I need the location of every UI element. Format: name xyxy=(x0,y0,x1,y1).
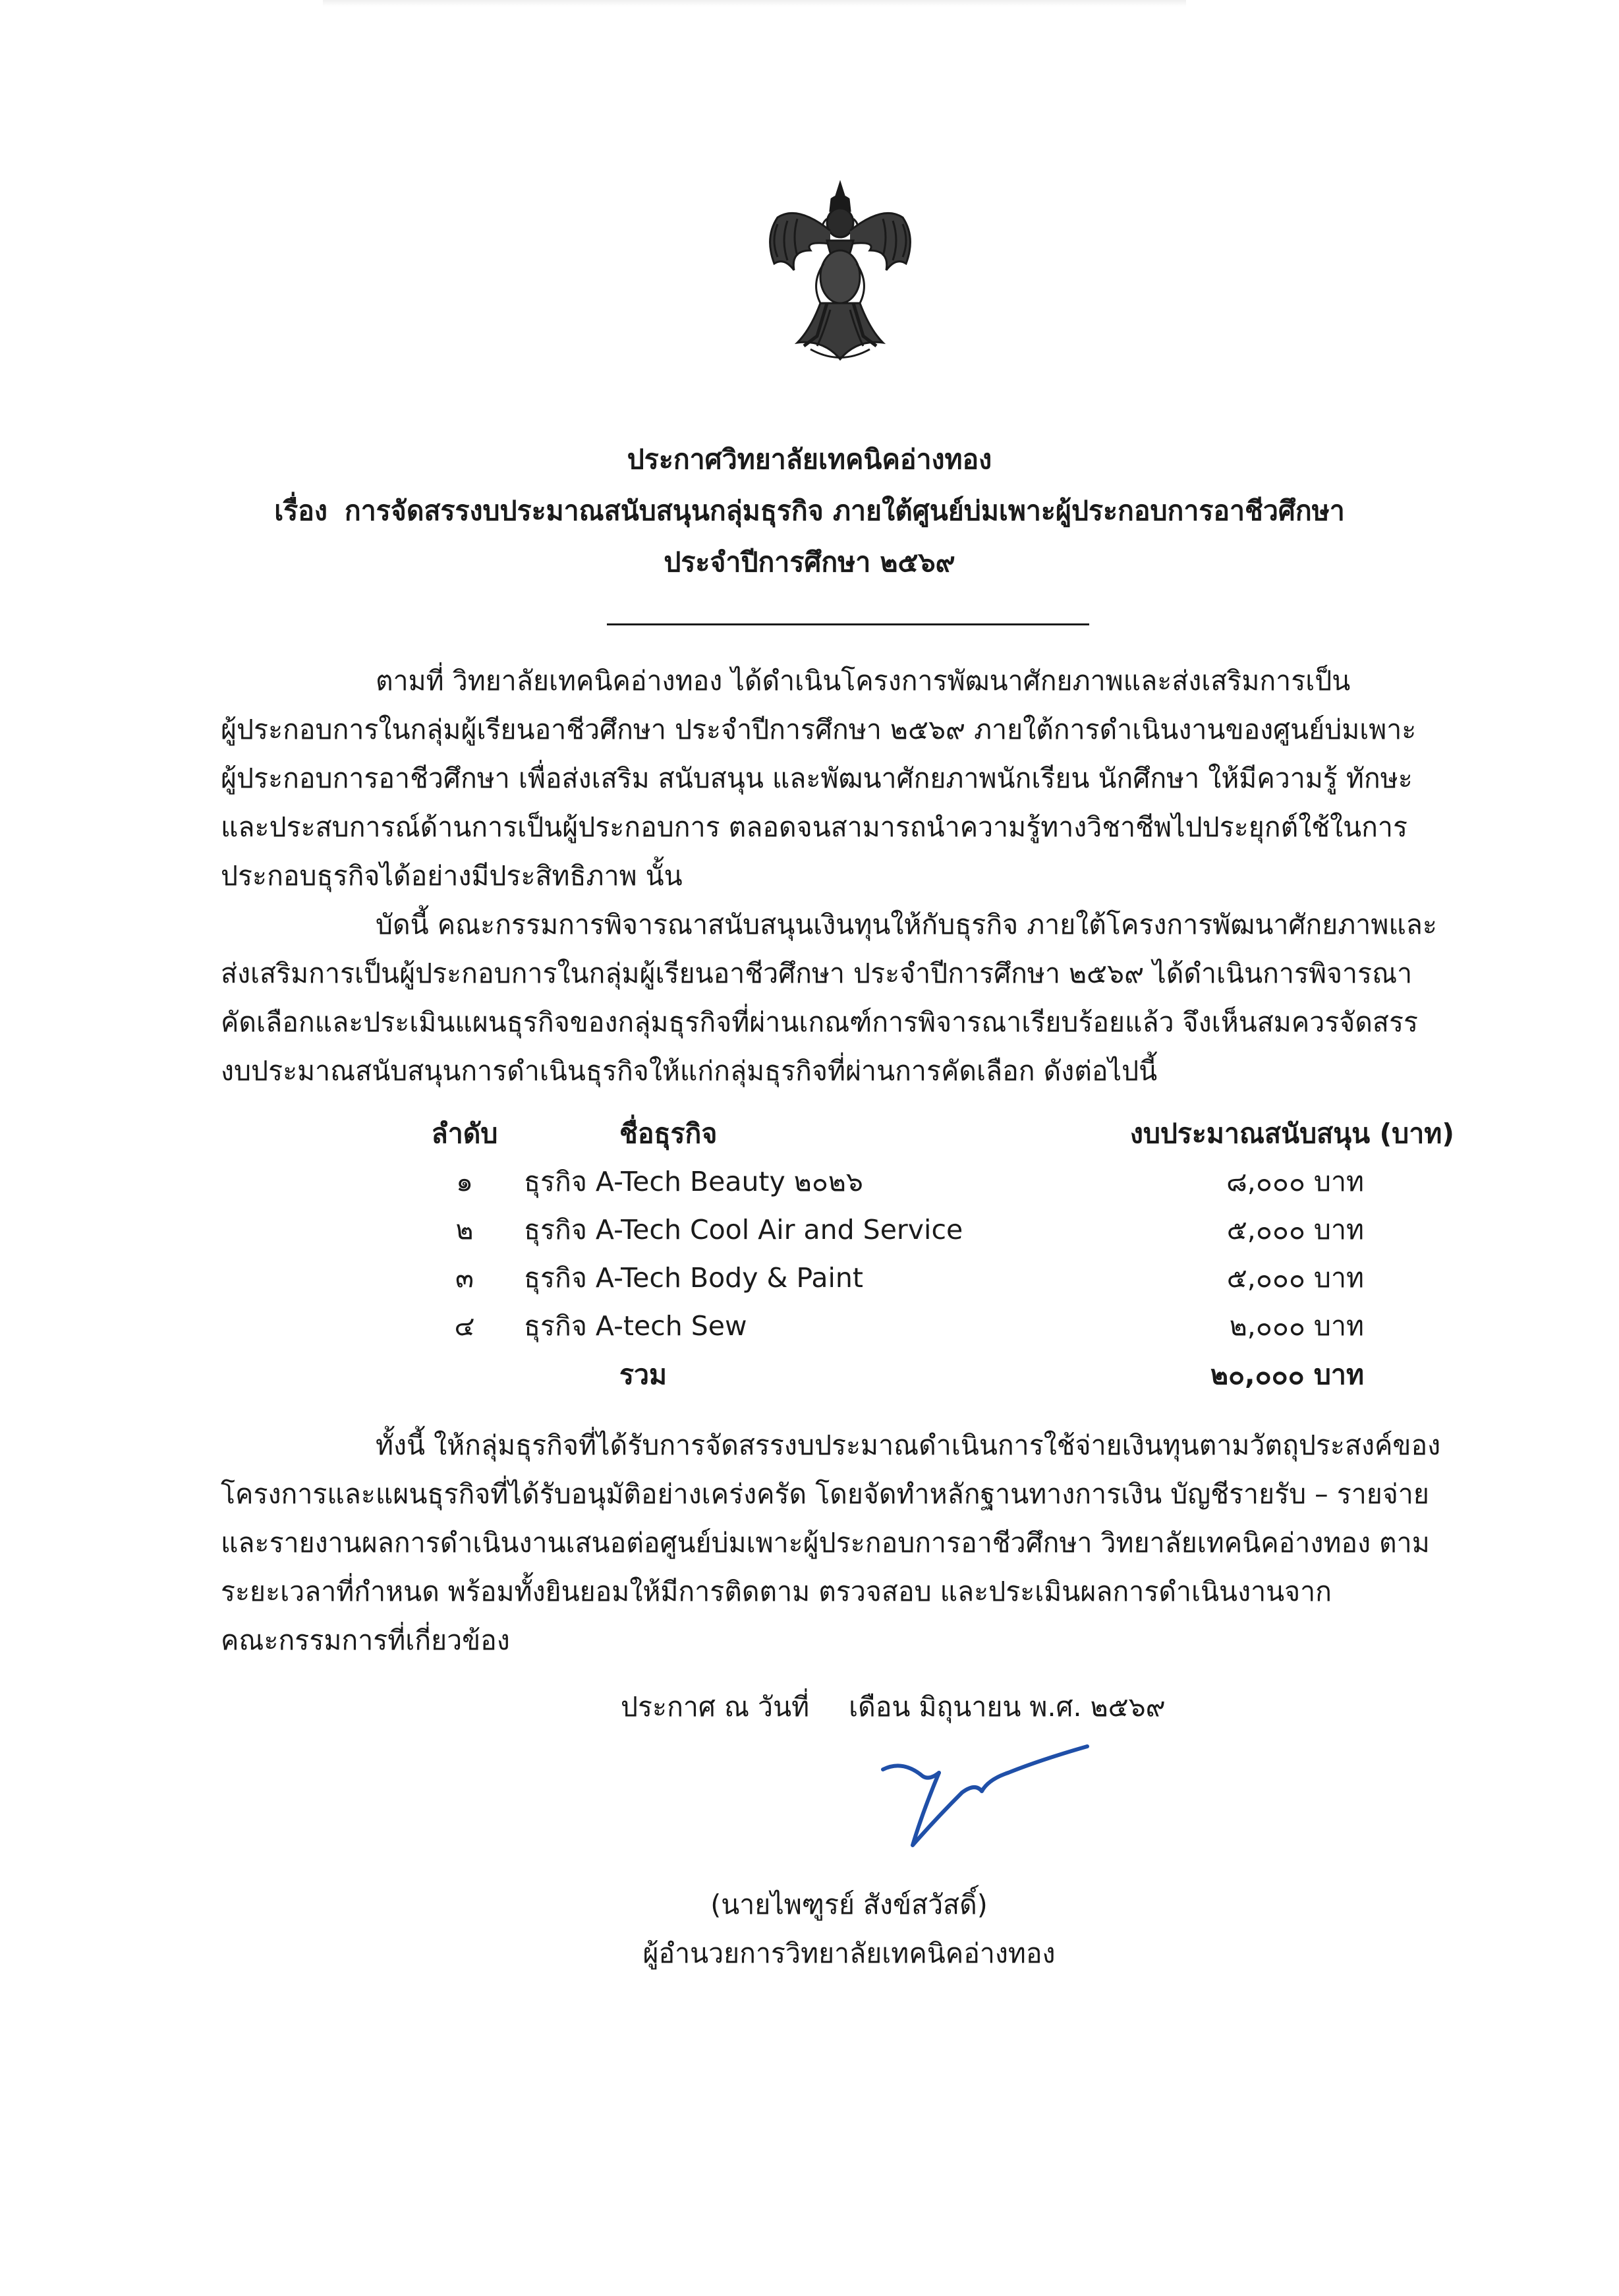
subject-text: การจัดสรรงบประมาณสนับสนุนกลุ่มธุรกิจ ภายใต้ศูนย์บ่มเพาะผู้ประกอบการอาชีวศึกษา xyxy=(344,495,1345,527)
signatory-position xyxy=(0,1930,1619,1977)
signatory-name-text: (นายไพฑูรย์ สังข์สวัสดิ์) xyxy=(710,1889,988,1920)
paragraph-line: ตามที่ วิทยาลัยเทคนิคอ่างทอง ได้ดำเนินโครงการพัฒนาศักยภาพและส่งเสริมการเป็น xyxy=(376,665,1351,697)
paragraph-1 xyxy=(221,656,1473,900)
row-name: ธุรกิจ A-Tech Cool Air and Service xyxy=(524,1214,963,1246)
paragraph-line: และประสบการณ์ด้านการเป็นผู้ประกอบการ ตลอดจนสามารถนำความรู้ทางวิชาชีพไปประยุกต์ใช้ในการ xyxy=(221,811,1407,843)
paragraph-line: และรายงานผลการดำเนินงานเสนอต่อศูนย์บ่มเพาะผู้ประกอบการอาชีวศึกษา วิทยาลัยเทคนิคอ่างทอง ตาม xyxy=(221,1527,1430,1559)
total-amount: ๒๐,๐๐๐ บาท xyxy=(1210,1359,1364,1391)
paragraph-line: คณะกรรมการที่เกี่ยวข้อง xyxy=(221,1624,510,1656)
announcement-dateline xyxy=(621,1682,1166,1731)
paragraph-line: โครงการและแผนธุรกิจที่ได้รับอนุมัติอย่างเคร่งครัด โดยจัดทำหลักฐานทางการเงิน บัญชีรายรับ – รายจ่าย xyxy=(221,1478,1429,1510)
table-row xyxy=(0,1302,1619,1350)
row-no: ๒ xyxy=(455,1214,474,1246)
handwritten-signature xyxy=(876,1740,1094,1858)
paragraph-line: ผู้ประกอบการอาชีวศึกษา เพื่อส่งเสริม สนับสนุน และพัฒนาศักยภาพนักเรียน นักศึกษา ให้มีความรู้ ทักษะ xyxy=(221,762,1413,794)
dateline-month: เดือน มิถุนายน พ.ศ. ๒๕๖๙ xyxy=(849,1691,1166,1723)
garuda-emblem-icon xyxy=(758,178,923,376)
table-row xyxy=(0,1254,1619,1302)
title-divider xyxy=(607,623,1089,625)
academic-year-text: ประจำปีการศึกษา ๒๕๖๙ xyxy=(664,546,955,578)
row-name: ธุรกิจ A-Tech Beauty ๒๐๒๖ xyxy=(524,1166,863,1197)
announcement-title-text: ประกาศวิทยาลัยเทคนิคอ่างทอง xyxy=(627,444,992,475)
announcement-academic-year xyxy=(0,536,1619,588)
paragraph-line: งบประมาณสนับสนุนการดำเนินธุรกิจให้แก่กลุ่มธุรกิจที่ผ่านการคัดเลือก ดังต่อไปนี้ xyxy=(221,1055,1158,1087)
table-row xyxy=(0,1206,1619,1253)
subject-label: เรื่อง xyxy=(274,495,327,527)
row-amount: ๒,๐๐๐ บาท xyxy=(1229,1310,1364,1342)
paragraph-line: ผู้ประกอบการในกลุ่มผู้เรียนอาชีวศึกษา ประจำปีการศึกษา ๒๕๖๙ ภายใต้การดำเนินงานของศูนย์บ่มเพาะ xyxy=(221,714,1417,745)
paragraph-3 xyxy=(221,1421,1473,1665)
header-name: ชื่อธุรกิจ xyxy=(619,1118,718,1149)
table-row xyxy=(0,1158,1619,1205)
row-no: ๓ xyxy=(455,1262,474,1294)
total-label: รวม xyxy=(619,1359,667,1391)
dateline-prefix: ประกาศ ณ วันที่ xyxy=(621,1691,810,1723)
paragraph-line: ทั้งนี้ ให้กลุ่มธุรกิจที่ได้รับการจัดสรรงบประมาณดำเนินการใช้จ่ายเงินทุนตามวัตถุประสงค์ของ xyxy=(376,1429,1441,1461)
header-no: ลำดับ xyxy=(431,1118,498,1149)
paragraph-line: บัดนี้ คณะกรรมการพิจารณาสนับสนุนเงินทุนให้กับธุรกิจ ภายใต้โครงการพัฒนาศักยภาพและ xyxy=(376,909,1437,940)
header-amount: งบประมาณสนับสนุน (บาท) xyxy=(1129,1118,1454,1149)
row-no: ๑ xyxy=(455,1166,474,1197)
announcement-title xyxy=(0,434,1619,485)
row-amount: ๕,๐๐๐ บาท xyxy=(1226,1262,1364,1294)
row-name: ธุรกิจ A-Tech Body & Paint xyxy=(524,1262,863,1294)
budget-table-total xyxy=(0,1351,1619,1398)
row-name: ธุรกิจ A-tech Sew xyxy=(524,1310,747,1342)
signatory-position-text: ผู้อำนวยการวิทยาลัยเทคนิคอ่างทอง xyxy=(642,1937,1056,1969)
paragraph-line: ประกอบธุรกิจได้อย่างมีประสิทธิภาพ นั้น xyxy=(221,860,683,892)
budget-table-header xyxy=(0,1110,1619,1157)
paragraph-line: ส่งเสริมการเป็นผู้ประกอบการในกลุ่มผู้เรียนอาชีวศึกษา ประจำปีการศึกษา ๒๕๖๙ ได้ดำเนินการพิจารณา xyxy=(221,958,1413,989)
row-no: ๔ xyxy=(454,1310,475,1342)
scan-artifact xyxy=(323,0,1186,7)
row-amount: ๘,๐๐๐ บาท xyxy=(1226,1166,1364,1197)
paragraph-line: คัดเลือกและประเมินแผนธุรกิจของกลุ่มธุรกิจที่ผ่านเกณฑ์การพิจารณาเรียบร้อยแล้ว จึงเห็นสมควรจัดสรร xyxy=(221,1006,1418,1038)
row-amount: ๕,๐๐๐ บาท xyxy=(1226,1214,1364,1246)
paragraph-line: ระยะเวลาที่กำหนด พร้อมทั้งยินยอมให้มีการติดตาม ตรวจสอบ และประเมินผลการดำเนินงานจาก xyxy=(221,1576,1332,1607)
announcement-subject xyxy=(0,485,1619,536)
paragraph-2 xyxy=(221,900,1473,1095)
signatory-name xyxy=(0,1881,1619,1928)
